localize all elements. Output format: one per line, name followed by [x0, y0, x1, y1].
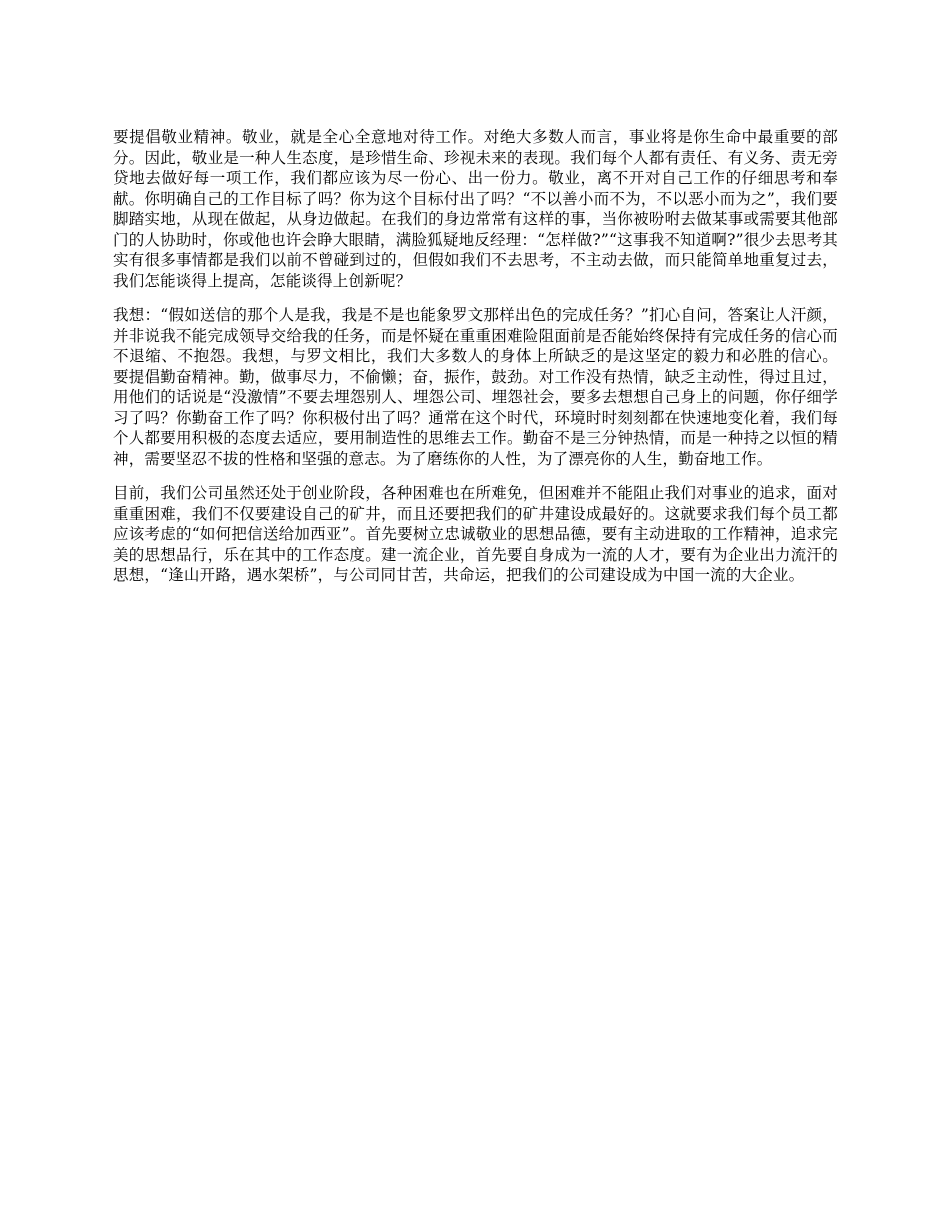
paragraph-2: 我想：“假如送信的那个人是我，我是不是也能象罗文那样出色的完成任务？”扪心自问，答案让人汗颜，并非说我不能完成领导交给我的任务，而是怀疑在重重困难险阻面前是否能始终保持有完成任务的信心而不退缩、不抱怨。我想，与罗文相比，我们大多数人的身体上所缺乏的是这坚定的毅力和必胜的信心。 要提倡勤奋精神。勤，做事尽力，不偷懒；奋，振作，鼓劲。对工作没有热情，缺乏主动性，得过且过，用他们的话说是“没激情”不要去埋怨别人、埋怨公司、埋怨社会，要多去想想自己身上的问题，你仔细学习了吗？你勤奋工作了吗？你积极付出了吗？通常在这个时代，环境时时刻刻都在快速地变化着，我们每个人都要用积极的态度去适应，要用制造性的思维去工作。勤奋不是三分钟热情，而是一种持之以恒的精神，需要坚忍不拔的性格和坚强的意志。为了磨练你的人性，为了漂亮你的人生，勤奋地工作。 [113, 306, 838, 468]
document-body [113, 127, 838, 600]
paragraph-1: 要提倡敬业精神。敬业，就是全心全意地对待工作。对绝大多数人而言，事业将是你生命中最重要的部分。因此，敬业是一种人生态度，是珍惜生命、珍视未来的表现。我们每个人都有责任、有义务、责无旁贷地去做好每一项工作，我们都应该为尽一份心、出一份力。敬业，离不开对自己工作的仔细思考和奉献。你明确自己的工作目标了吗？你为这个目标付出了吗？“不以善小而不为，不以恶小而为之”，我们要脚踏实地，从现在做起，从身边做起。在我们的身边常常有这样的事，当你被吩咐去做某事或需要其他部门的人协助时，你或他也许会睁大眼睛，满脸狐疑地反经理：“怎样做?”“这事我不知道啊?”很少去思考其实有很多事情都是我们以前不曾碰到过的，但假如我们不去思考，不主动去做，而只能简单地重复过去，我们怎能谈得上提高，怎能谈得上创新呢？ [113, 128, 838, 290]
paragraph-3: 目前，我们公司虽然还处于创业阶段，各种困难也在所难免，但困难并不能阻止我们对事业的追求，面对重重困难，我们不仅要建设自己的矿井，而且还要把我们的矿井建设成最好的。这就要求我们每个员工都应该考虑的“如何把信送给加西亚”。首先要树立忠诚敬业的思想品德，要有主动进取的工作精神，追求完美的思想品行，乐在其中的工作态度。建一流企业，首先要自身成为一流的人才，要有为企业出力流汗的思想，“逢山开路，遇水架桥”，与公司同甘苦，共命运，把我们的公司建设成为中国一流的大企业。 [113, 484, 838, 584]
